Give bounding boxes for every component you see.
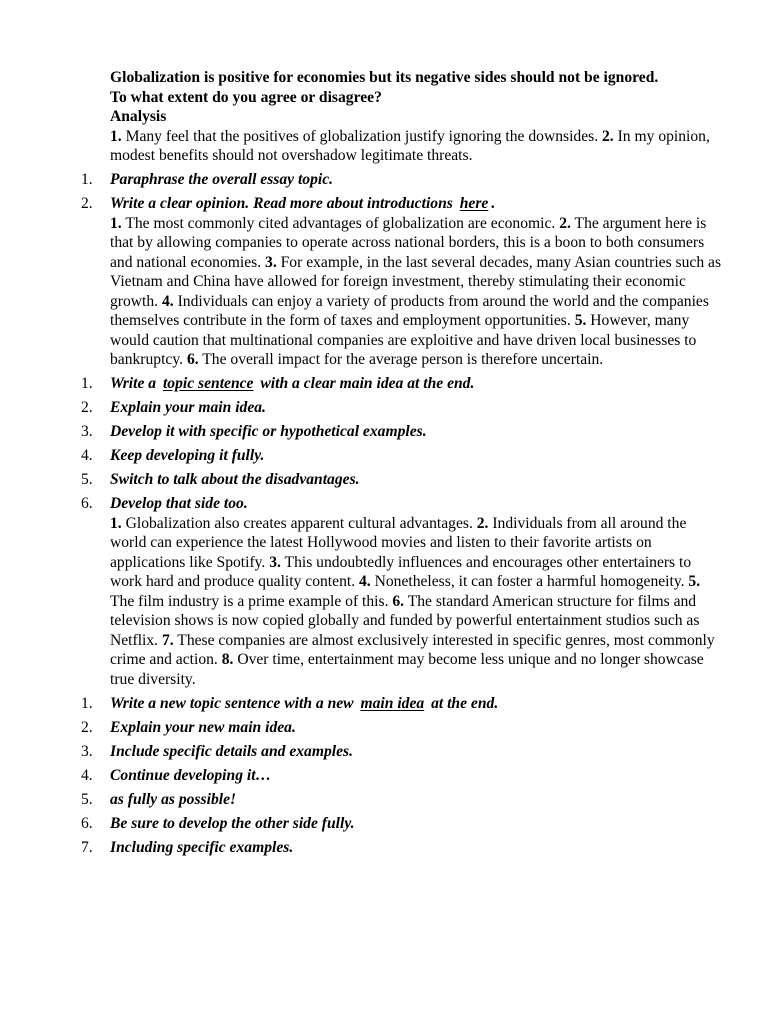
sentence-text: Over time, entertainment may become less unique and no longer showcase true diversity. [110, 651, 704, 688]
body-paragraph-2 [110, 514, 722, 690]
step-text-post: . [491, 195, 496, 212]
body2-steps-list [81, 694, 722, 858]
essay-question: To what extent do you agree or disagree? [110, 88, 382, 106]
step-text: Be sure to develop the other side fully. [110, 814, 355, 832]
sentence-number: 5. [688, 573, 701, 590]
sentence-number: 1. [110, 214, 122, 232]
intro-paragraph [110, 127, 722, 166]
list-number: 1. [81, 171, 93, 188]
sentence-number: 2. [476, 514, 489, 532]
step-text: Develop that side too. [110, 495, 248, 512]
intro-steps-list [81, 170, 722, 370]
step-text-post: with a clear main idea at the end. [256, 375, 475, 392]
sentence-number: 7. [161, 631, 174, 649]
sentence-text: For example, in the last several decades, many Asian countries such as Vietnam and China have allowed for foreign investment, thereby stimulating their economic growth. [110, 253, 722, 310]
sentence-number: 2. [602, 127, 614, 145]
sentence-number: 5. [574, 312, 587, 329]
sentence-number: 4. [359, 573, 371, 590]
topic-sentence-link[interactable]: topic sentence [162, 375, 254, 392]
sentence-number: 3. [265, 253, 277, 271]
step-text [110, 695, 498, 712]
list-item [81, 170, 722, 190]
list-number: 4. [81, 766, 93, 784]
list-item [81, 494, 722, 689]
sentence-text: The overall impact for the average person is therefore uncertain. [198, 351, 604, 368]
step-text: Including specific examples. [110, 838, 294, 856]
body-paragraph-1 [110, 214, 722, 370]
list-item [81, 742, 722, 762]
analysis-heading: Analysis [110, 108, 167, 125]
step-text: as fully as possible! [110, 790, 237, 808]
list-number: 7. [81, 838, 93, 856]
step-text-pre: Write a new topic sentence with a new [110, 694, 358, 712]
sentence-text: The most commonly cited advantages of globalization are economic. [121, 214, 560, 232]
list-item [81, 694, 722, 714]
step-text: Paraphrase the overall essay topic. [110, 171, 334, 188]
sentence-text: These companies are almost exclusively interested in specific genres, most commonly crime and action. [110, 631, 715, 668]
list-number: 2. [81, 399, 93, 416]
step-text-post: at the end. [427, 694, 499, 712]
sentence-number: 8. [221, 651, 234, 668]
sentence-text: This undoubtedly influences and encourages other entertainers to work hard and produce quality content. [110, 553, 692, 590]
step-text: Explain your new main idea. [110, 718, 296, 736]
sentence-text: Globalization also creates apparent cultural advantages. [121, 514, 477, 532]
list-item [81, 838, 722, 858]
sentence-text: Many feel that the positives of globalization justify ignoring the downsides. [121, 127, 602, 145]
sentence-text: The argument here is that by allowing companies to operate across national borders, this is a boon to both consumers and national economies. [110, 214, 707, 271]
step-text: Include specific details and examples. [110, 742, 353, 760]
step-text: Switch to talk about the disadvantages. [110, 471, 360, 488]
list-number: 5. [81, 790, 93, 808]
list-number: 2. [81, 718, 93, 736]
list-item [81, 194, 722, 370]
list-item [81, 790, 722, 810]
document-page [81, 68, 722, 857]
step-text: Explain your main idea. [110, 399, 266, 416]
essay-prompt: Globalization is positive for economies but its negative sides should not be ignored. [110, 69, 659, 86]
list-number: 1. [81, 694, 93, 712]
sentence-text: Individuals from all around the world can experience the latest Hollywood movies and listen to their favorite artists on applications like Spotify. [110, 514, 687, 571]
step-text-pre: Write a clear opinion. Read more about introductions [110, 195, 457, 212]
list-item [81, 718, 722, 738]
list-item [81, 374, 722, 394]
step-text: Develop it with specific or hypothetical examples. [110, 423, 427, 440]
list-number: 3. [81, 742, 93, 760]
body1-steps-list [81, 374, 722, 689]
sentence-text: Individuals can enjoy a variety of products from around the world and the companies themselves contribute in the form of taxes and employment opportunities. [110, 292, 709, 329]
sentence-number: 3. [269, 553, 281, 571]
list-number: 5. [81, 471, 93, 488]
list-item [81, 814, 722, 834]
introductions-link[interactable]: here [459, 195, 489, 212]
list-item [81, 766, 722, 786]
sentence-text: Nonetheless, it can foster a harmful homogeneity. [370, 573, 689, 590]
list-item [81, 446, 722, 466]
list-number: 3. [81, 423, 93, 440]
list-number: 2. [81, 195, 93, 212]
sentence-number: 1. [110, 514, 122, 532]
list-number: 4. [81, 447, 93, 464]
step-text [110, 195, 495, 212]
sentence-number: 1. [110, 127, 122, 145]
list-number: 6. [81, 495, 93, 512]
sentence-text: However, many would caution that multinational companies are exploitive and have driven local businesses to bankruptcy. [110, 312, 697, 368]
sentence-text: The film industry is a prime example of this. [110, 592, 393, 610]
list-item [81, 470, 722, 490]
sentence-number: 6. [392, 592, 405, 610]
list-item [81, 398, 722, 418]
main-idea-link[interactable]: main idea [360, 694, 425, 712]
sentence-number: 2. [559, 214, 571, 232]
step-text: Keep developing it fully. [110, 447, 265, 464]
step-text: Continue developing it… [110, 766, 272, 784]
sentence-text: The standard American structure for films and television shows is now copied globally and funded by powerful entertainment studios such as Netflix. [110, 592, 700, 649]
list-number: 6. [81, 814, 93, 832]
sentence-text: In my opinion, modest benefits should not overshadow legitimate threats. [110, 127, 710, 164]
sentence-number: 4. [161, 292, 174, 310]
list-number: 1. [81, 375, 93, 392]
step-text [110, 375, 474, 392]
list-item [81, 422, 722, 442]
sentence-number: 6. [186, 351, 199, 368]
step-text-pre: Write a [110, 375, 160, 392]
